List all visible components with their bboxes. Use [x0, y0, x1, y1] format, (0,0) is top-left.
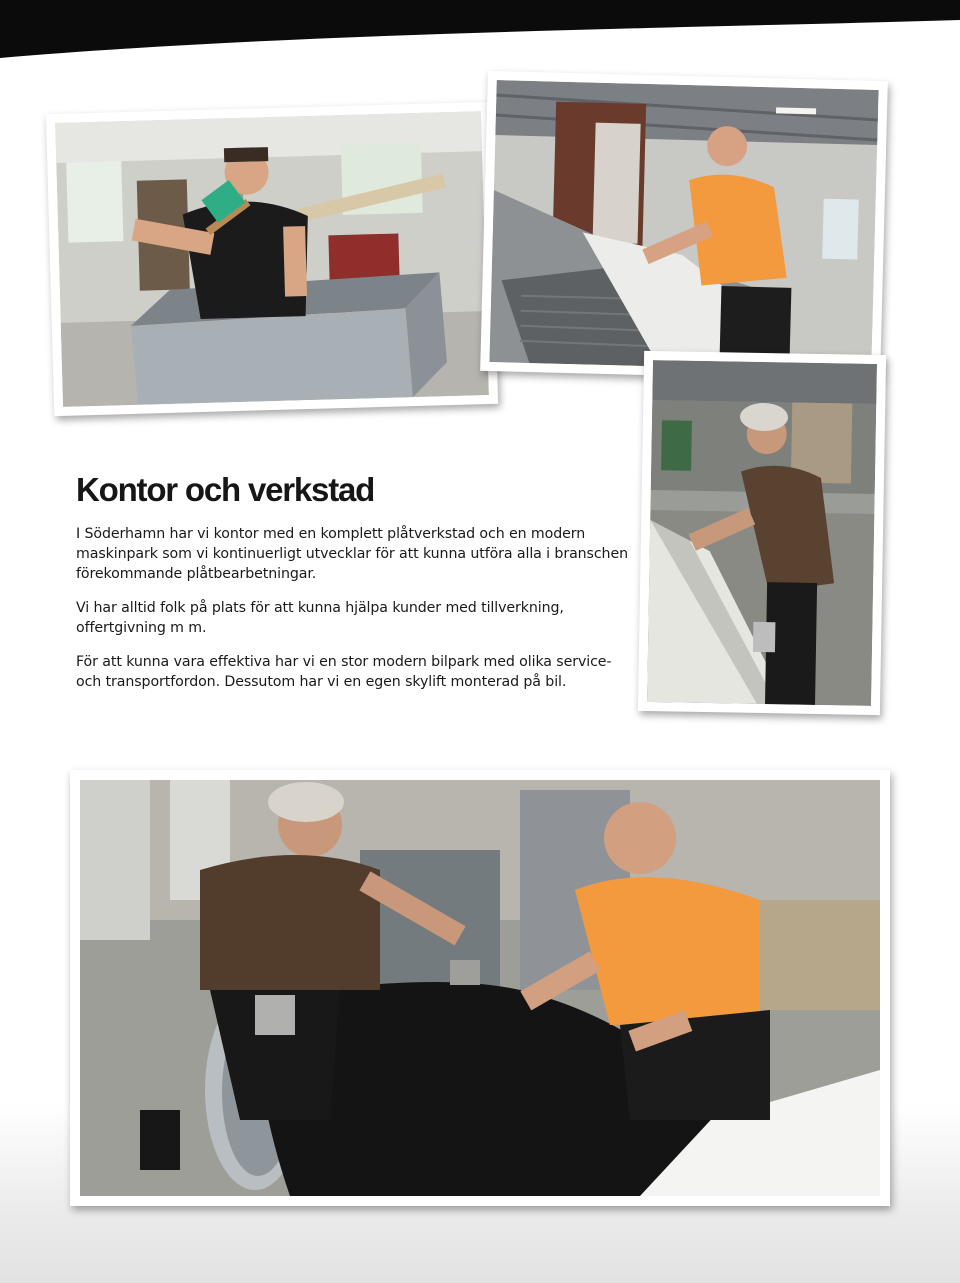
top-banner	[0, 0, 960, 70]
page-title: Kontor och verkstad	[76, 471, 375, 508]
photo-worker-machine	[480, 71, 888, 381]
photo-worker-mallet	[46, 102, 498, 416]
paragraph-intro: I Söderhamn har vi kontor med en komplett plåtverkstad och en modern maskinpark som vi kontinuerligt utvecklar för att kunna utföra alla i branschen förekommande plåtbearbetningar.	[76, 526, 628, 582]
article	[76, 470, 636, 706]
paragraph-staff: Vi har alltid folk på plats för att kunna hjälpa kunder med tillverkning, offertgivning m m.	[76, 600, 564, 636]
paragraph-fleet: För att kunna vara effektiva har vi en stor modern bilpark med olika service- och transportfordon. Dessutom har vi en egen skylift monterad på bil.	[76, 654, 612, 690]
photo-worker-sheet	[638, 351, 886, 715]
photo-two-workers	[70, 770, 890, 1206]
